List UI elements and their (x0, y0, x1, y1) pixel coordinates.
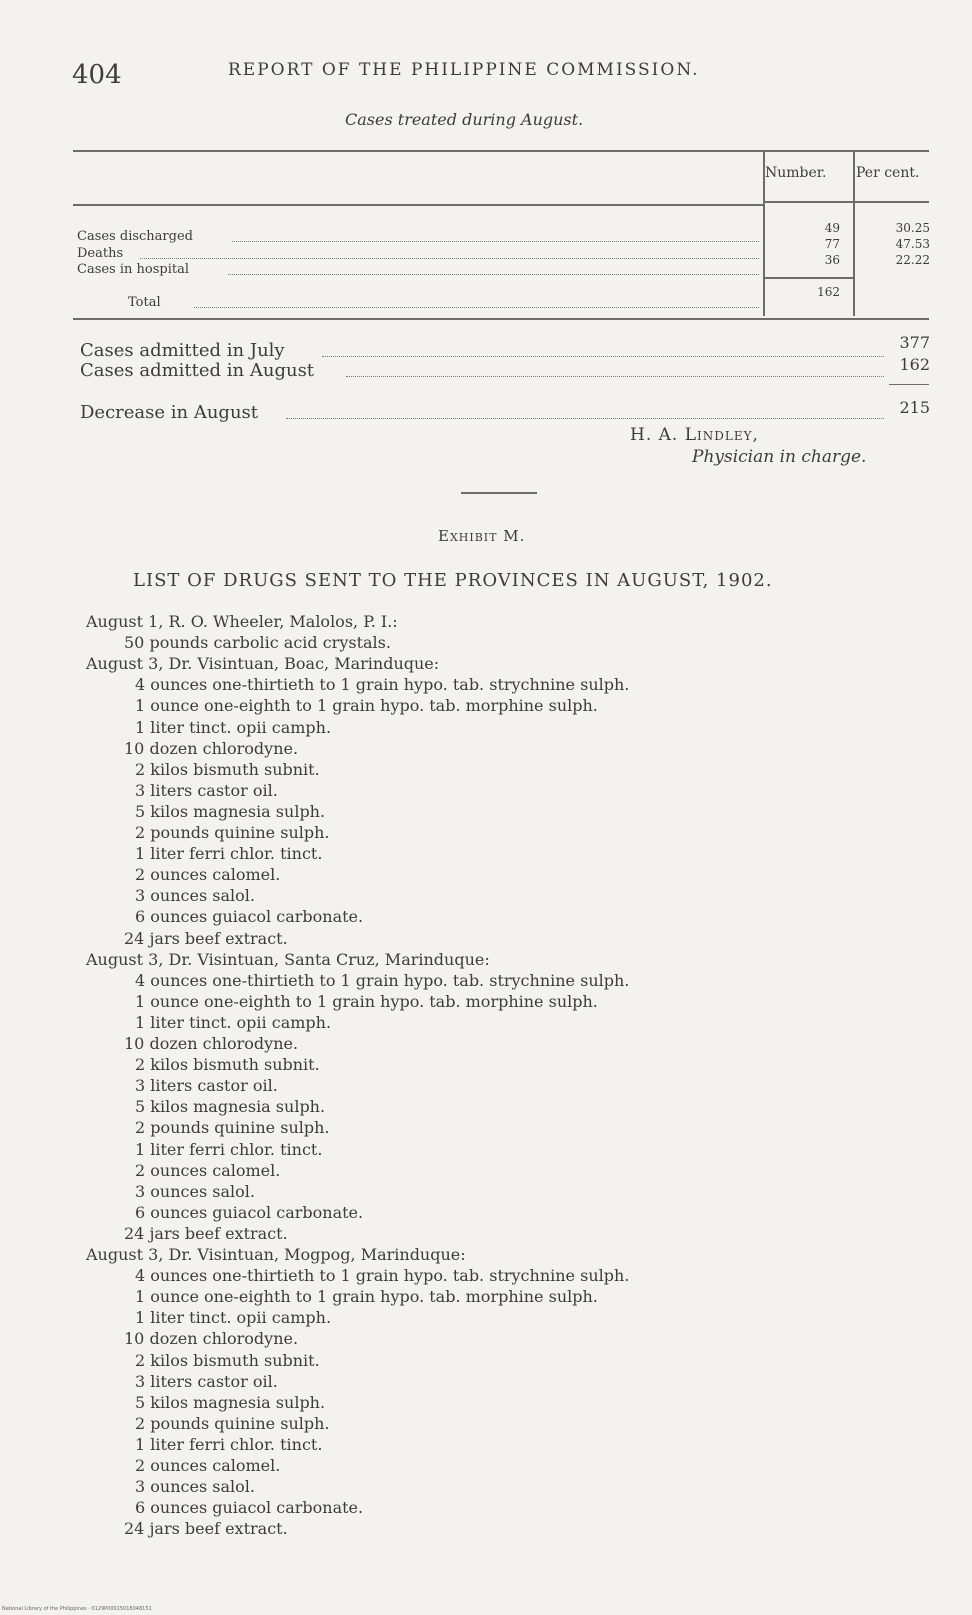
table-caption: Cases treated during August. (345, 110, 584, 129)
row-label-in-hospital: Cases in hospital (77, 262, 190, 277)
shipment-heading: August 3, Dr. Visintuan, Santa Cruz, Marinduque: (86, 949, 490, 969)
percent-deaths: 47.53 (895, 237, 930, 251)
percent-discharged: 30.25 (895, 221, 930, 235)
shipment-item: 50 pounds carbolic acid crystals. (124, 633, 391, 653)
shipment-heading: August 1, R. O. Wheeler, Malolos, P. I.: (86, 612, 398, 631)
shipment-item: 24 jars beef extract. (124, 1223, 288, 1243)
percent-in-hospital: 22.22 (895, 253, 930, 267)
shipment-item: 1 liter ferri chlor. tinct. (135, 844, 323, 864)
shipment-item: 1 ounce one-eighth to 1 grain hypo. tab. morphine sulph. (135, 991, 598, 1011)
shipment-item: 6 ounces guiacol carbonate. (135, 1202, 364, 1222)
column-header-number: Number. (765, 165, 827, 181)
running-head: REPORT OF THE PHILIPPINE COMMISSION. (228, 60, 700, 80)
shipment-item: 2 pounds quinine sulph. (135, 1413, 330, 1433)
column-header-percent: Per cent. (856, 165, 920, 181)
shipment-heading: August 3, Dr. Visintuan, Mogpog, Marinduque: (86, 1245, 466, 1264)
shipment-item: 1 liter ferri chlor. tinct. (135, 1139, 323, 1159)
shipment-item: 4 ounces one-thirtieth to 1 grain hypo. tab. strychnine sulph. (135, 970, 630, 990)
shipment-item: 2 kilos bismuth subnit. (135, 1055, 320, 1075)
shipment-item: 3 liters castor oil. (135, 780, 278, 800)
shipment-item: 6 ounces guiacol carbonate. (135, 907, 364, 927)
shipment-item: 1 ounce one-eighth to 1 grain hypo. tab. morphine sulph. (135, 1287, 598, 1307)
exhibit-label: Exhibit M. (438, 527, 526, 545)
shipment-item: 2 pounds quinine sulph. (135, 1118, 330, 1138)
shipment-item: 24 jars beef extract. (124, 1519, 288, 1539)
row-label-total: Total (128, 295, 161, 310)
shipment-item: 2 ounces calomel. (135, 1160, 281, 1180)
shipment-item: 2 ounces calomel. (135, 1456, 281, 1475)
shipment-item: 1 liter tinct. opii camph. (135, 1308, 332, 1328)
shipment-item: 2 ounces calomel. (135, 865, 281, 885)
summary-value-july: 377 (899, 333, 930, 352)
page-number: 404 (72, 60, 122, 90)
shipment-item: 4 ounces one-thirtieth to 1 grain hypo. tab. strychnine sulph. (135, 1266, 630, 1286)
row-label-discharged: Cases discharged (77, 229, 193, 244)
section-divider (461, 492, 537, 494)
summary-value-decrease: 215 (899, 398, 930, 417)
signature-title: Physician in charge. (692, 447, 867, 467)
number-total: 162 (817, 285, 840, 299)
summary-label-august: Cases admitted in August (80, 360, 315, 381)
number-in-hospital: 36 (824, 253, 840, 267)
shipment-item: 3 liters castor oil. (135, 1076, 278, 1096)
shipment-item: 24 jars beef extract. (124, 928, 288, 948)
shipment-item: 3 ounces salol. (135, 1181, 255, 1201)
shipment-item: 2 kilos bismuth subnit. (135, 759, 320, 779)
shipment-item: 3 ounces salol. (135, 1477, 255, 1497)
shipment-item: 5 kilos magnesia sulph. (135, 1392, 326, 1412)
summary-label-decrease: Decrease in August (80, 402, 259, 423)
shipment-item: 5 kilos magnesia sulph. (135, 1097, 326, 1117)
shipment-item: 10 dozen chlorodyne. (124, 738, 299, 758)
row-label-deaths: Deaths (77, 246, 124, 261)
shipment-item: 6 ounces guiacol carbonate. (135, 1498, 364, 1518)
shipment-item: 3 ounces salol. (135, 886, 255, 906)
shipment-item: 10 dozen chlorodyne. (124, 1329, 299, 1349)
summary-value-august: 162 (899, 355, 930, 374)
shipment-item: 2 kilos bismuth subnit. (135, 1350, 320, 1370)
shipment-item: 1 liter ferri chlor. tinct. (135, 1434, 323, 1454)
summary-label-july: Cases admitted in July (80, 340, 285, 361)
shipment-item: 3 liters castor oil. (135, 1371, 278, 1391)
number-discharged: 49 (824, 221, 840, 235)
shipment-item: 4 ounces one-thirtieth to 1 grain hypo. tab. strychnine sulph. (135, 675, 630, 695)
shipment-item: 1 ounce one-eighth to 1 grain hypo. tab. morphine sulph. (135, 696, 598, 716)
exhibit-title: LIST OF DRUGS SENT TO THE PROVINCES IN AUGUST, 1902. (133, 570, 773, 591)
shipment-item: 5 kilos magnesia sulph. (135, 801, 326, 821)
shipment-item: 2 pounds quinine sulph. (135, 823, 330, 842)
shipment-item: 10 dozen chlorodyne. (124, 1034, 299, 1053)
shipment-heading: August 3, Dr. Visintuan, Boac, Marinduque: (86, 654, 440, 674)
signature-name: H. A. Lindley, (630, 425, 759, 445)
number-deaths: 77 (824, 237, 840, 251)
shipment-item: 1 liter tinct. opii camph. (135, 717, 332, 737)
shipment-item: 1 liter tinct. opii camph. (135, 1012, 332, 1032)
scan-footer: National Library of the Philippines · 0129P00015018048151 (2, 1606, 152, 1612)
